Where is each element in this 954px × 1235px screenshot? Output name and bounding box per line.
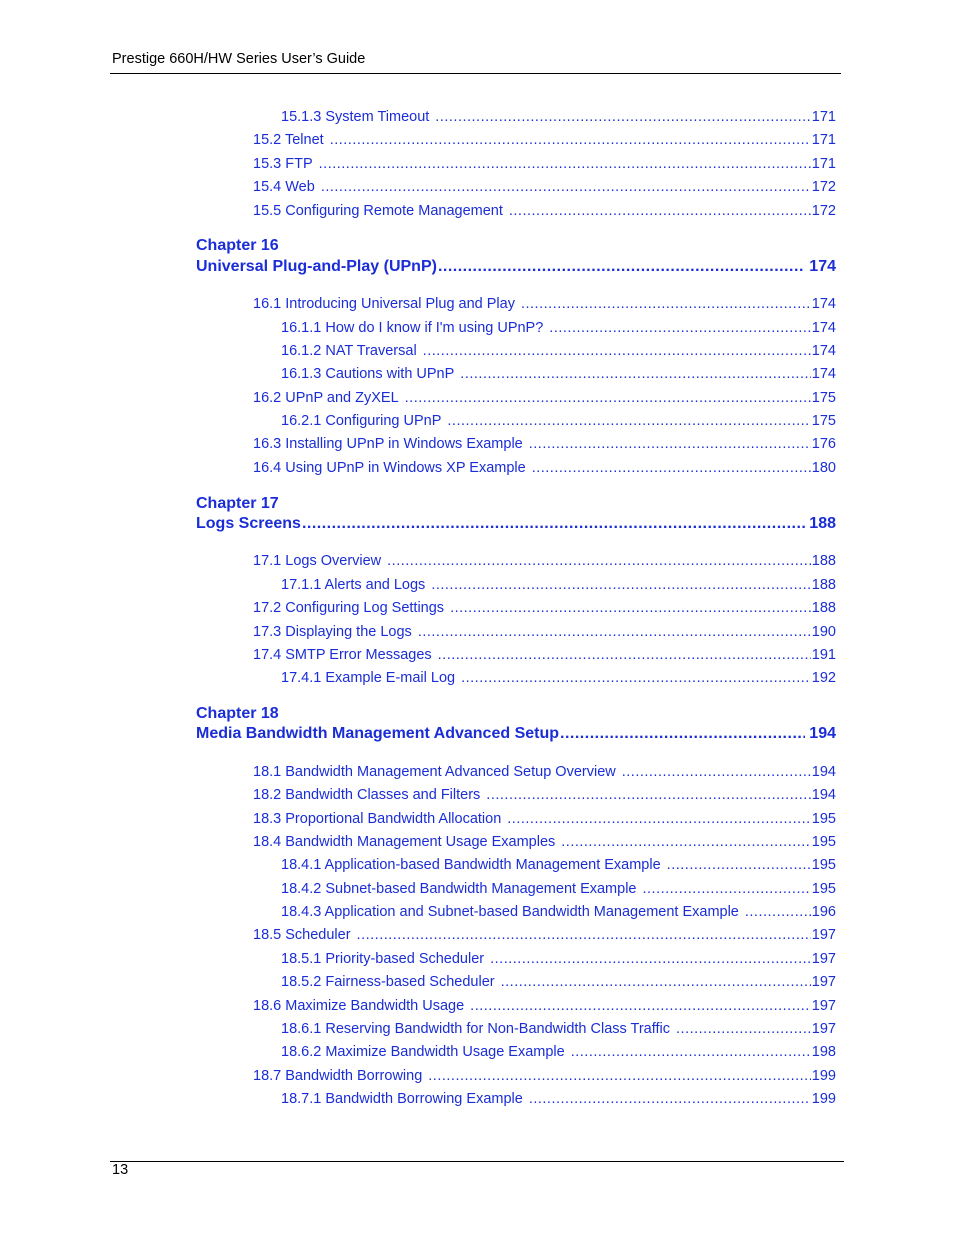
toc-entry-title: 18.2 Bandwidth Classes and Filters: [253, 787, 481, 803]
leader-dots: [571, 1042, 811, 1062]
chapter-label[interactable]: Chapter 18: [196, 705, 279, 722]
toc-entry[interactable]: [253, 762, 836, 782]
chapter-page: 188: [809, 515, 836, 532]
leader-dots: [450, 598, 811, 618]
toc-entry-page: 175: [811, 413, 836, 429]
chapter-page: 174: [809, 258, 836, 275]
toc-entry[interactable]: [253, 551, 836, 571]
toc-entry-page: 176: [811, 436, 836, 452]
toc-entry-page: 197: [811, 951, 836, 967]
toc-entry-title: 17.1 Logs Overview: [253, 553, 382, 569]
toc-entry[interactable]: [281, 575, 836, 595]
toc-entry-page: 197: [811, 927, 836, 943]
toc-entry[interactable]: [253, 201, 836, 221]
toc-entry-title: 16.1 Introducing Universal Plug and Play: [253, 296, 515, 312]
toc-entry-page: 175: [811, 390, 836, 406]
leader-dots: [560, 724, 805, 744]
chapter-page: 194: [809, 725, 836, 742]
toc-entry[interactable]: [253, 598, 836, 618]
leader-dots: [461, 668, 811, 688]
toc-entry[interactable]: [281, 1042, 836, 1062]
toc-entry[interactable]: [281, 1089, 836, 1109]
leader-dots: [667, 855, 811, 875]
leader-dots: [470, 996, 811, 1016]
leader-dots: [490, 949, 811, 969]
toc-entry[interactable]: [281, 902, 836, 922]
toc-entry-title: 16.1.1 How do I know if I'm using UPnP?: [281, 320, 544, 336]
toc-entry-title: 18.4.3 Application and Subnet-based Bandwidth Management Example: [281, 904, 739, 920]
leader-dots: [521, 294, 811, 314]
toc-entry-page: 174: [811, 320, 836, 336]
toc-entry[interactable]: [281, 855, 836, 875]
toc-entry-page: 195: [811, 857, 836, 873]
toc-entry[interactable]: [281, 949, 836, 969]
toc-entry-title: 16.1.3 Cautions with UPnP: [281, 366, 455, 382]
toc-entry-title: 15.2 Telnet: [253, 132, 324, 148]
chapter-title-text: Universal Plug-and-Play (UPnP): [196, 258, 437, 275]
toc-entry-page: 192: [811, 670, 836, 686]
toc-entry[interactable]: [281, 411, 836, 431]
toc-entry-title: 16.4 Using UPnP in Windows XP Example: [253, 460, 526, 476]
toc-entry-title: 18.7 Bandwidth Borrowing: [253, 1068, 423, 1084]
leader-dots: [460, 364, 811, 384]
toc-entry-title: 17.4 SMTP Error Messages: [253, 647, 432, 663]
toc-entry-page: 195: [811, 811, 836, 827]
toc-entry[interactable]: [253, 294, 836, 314]
toc-entry-page: 191: [811, 647, 836, 663]
toc-entry[interactable]: [253, 458, 836, 478]
leader-dots: [622, 762, 811, 782]
leader-dots: [319, 154, 811, 174]
toc-entry-title: 18.3 Proportional Bandwidth Allocation: [253, 811, 502, 827]
toc-entry-title: 18.7.1 Bandwidth Borrowing Example: [281, 1091, 523, 1107]
toc-entry[interactable]: [253, 388, 836, 408]
leader-dots: [642, 879, 810, 899]
toc-entry[interactable]: [281, 879, 836, 899]
leader-dots: [745, 902, 811, 922]
toc-entry-page: 172: [811, 179, 836, 195]
toc-entry-page: 197: [811, 998, 836, 1014]
leader-dots: [486, 785, 811, 805]
toc-entry-title: 17.2 Configuring Log Settings: [253, 600, 445, 616]
toc-entry-title: 15.3 FTP: [253, 156, 313, 172]
toc-entry-page: 180: [811, 460, 836, 476]
toc-entry[interactable]: [281, 107, 836, 127]
toc-entry-page: 194: [811, 787, 836, 803]
toc-entry-title: 18.5 Scheduler: [253, 927, 351, 943]
toc-entry-title: 17.1.1 Alerts and Logs: [281, 577, 426, 593]
leader-dots: [676, 1019, 811, 1039]
toc-entry-page: 197: [811, 1021, 836, 1037]
toc-entry-page: 198: [811, 1044, 836, 1060]
toc-entry-page: 171: [811, 109, 836, 125]
toc-entry-page: 194: [811, 764, 836, 780]
toc-entry[interactable]: [253, 785, 836, 805]
toc-entry-page: 171: [811, 156, 836, 172]
toc-entry-page: 188: [811, 600, 836, 616]
leader-dots: [428, 1066, 811, 1086]
leader-dots: [532, 458, 811, 478]
leader-dots: [435, 107, 811, 127]
leader-dots: [561, 832, 811, 852]
leader-dots: [529, 1089, 811, 1109]
chapter-title[interactable]: [196, 514, 836, 534]
toc-entry[interactable]: [281, 364, 836, 384]
toc-entry-title: 18.1 Bandwidth Management Advanced Setup Overview: [253, 764, 616, 780]
leader-dots: [405, 388, 811, 408]
leader-dots: [438, 645, 811, 665]
toc-entry-title: 18.5.2 Fairness-based Scheduler: [281, 974, 495, 990]
leader-dots: [447, 411, 810, 431]
page-number: 13: [112, 1162, 129, 1178]
toc-entry-page: 174: [811, 296, 836, 312]
toc-entry[interactable]: [253, 832, 836, 852]
toc-entry-page: 188: [811, 577, 836, 593]
toc-entry-page: 190: [811, 624, 836, 640]
leader-dots: [507, 809, 811, 829]
toc-entry[interactable]: [253, 996, 836, 1016]
toc-entry[interactable]: [253, 1066, 836, 1086]
leader-dots: [423, 341, 811, 361]
toc-entry[interactable]: [281, 1019, 836, 1039]
toc-entry[interactable]: [253, 154, 836, 174]
toc-entry-title: 16.1.2 NAT Traversal: [281, 343, 417, 359]
toc-entry[interactable]: [253, 434, 836, 454]
toc-entry-page: 174: [811, 366, 836, 382]
toc-entry-page: 172: [811, 203, 836, 219]
toc-entry-title: 16.2.1 Configuring UPnP: [281, 413, 442, 429]
toc-entry[interactable]: [253, 645, 836, 665]
toc-entry-title: 16.2 UPnP and ZyXEL: [253, 390, 399, 406]
leader-dots: [549, 318, 811, 338]
toc-entry-title: 18.5.1 Priority-based Scheduler: [281, 951, 485, 967]
toc-entry[interactable]: [281, 318, 836, 338]
toc-entry-title: 18.6 Maximize Bandwidth Usage: [253, 998, 465, 1014]
leader-dots: [438, 257, 805, 277]
toc-entry[interactable]: [281, 341, 836, 361]
leader-dots: [387, 551, 811, 571]
document-title: Prestige 660H/HW Series User’s Guide: [112, 51, 366, 67]
chapter-label[interactable]: Chapter 16: [196, 237, 279, 254]
leader-dots: [302, 514, 805, 534]
leader-dots: [357, 925, 811, 945]
toc-entry[interactable]: [253, 622, 836, 642]
toc-entry-title: 15.1.3 System Timeout: [281, 109, 430, 125]
toc-entry-title: 17.3 Displaying the Logs: [253, 624, 412, 640]
toc-entry-page: 174: [811, 343, 836, 359]
toc-entry-title: 16.3 Installing UPnP in Windows Example: [253, 436, 523, 452]
chapter-title[interactable]: [196, 257, 836, 277]
toc-entry-page: 199: [811, 1068, 836, 1084]
toc-entry[interactable]: [253, 130, 836, 150]
leader-dots: [509, 201, 811, 221]
leader-dots: [431, 575, 810, 595]
toc-entry-page: 199: [811, 1091, 836, 1107]
toc-entry-page: 188: [811, 553, 836, 569]
toc-entry-page: 195: [811, 881, 836, 897]
toc-entry-title: 15.5 Configuring Remote Management: [253, 203, 503, 219]
chapter-title[interactable]: [196, 724, 836, 744]
chapter-title-text: Media Bandwidth Management Advanced Setup: [196, 725, 560, 742]
leader-dots: [330, 130, 811, 150]
footer-divider: [110, 1161, 844, 1162]
chapter-title-text: Logs Screens: [196, 515, 301, 532]
leader-dots: [501, 972, 811, 992]
toc-entry[interactable]: [253, 809, 836, 829]
toc-entry[interactable]: [281, 668, 836, 688]
toc-entry-title: 17.4.1 Example E-mail Log: [281, 670, 456, 686]
chapter-label[interactable]: Chapter 17: [196, 495, 279, 512]
toc-entry-title: 18.4.2 Subnet-based Bandwidth Management Example: [281, 881, 637, 897]
toc-entry-title: 18.6.2 Maximize Bandwidth Usage Example: [281, 1044, 565, 1060]
leader-dots: [321, 177, 811, 197]
toc-entry[interactable]: [253, 177, 836, 197]
leader-dots: [529, 434, 811, 454]
toc-entry[interactable]: [253, 925, 836, 945]
leader-dots: [418, 622, 811, 642]
toc-entry-title: 18.6.1 Reserving Bandwidth for Non-Bandwidth Class Traffic: [281, 1021, 671, 1037]
toc-entry-page: 171: [811, 132, 836, 148]
toc-entry-page: 196: [811, 904, 836, 920]
toc-entry-page: 195: [811, 834, 836, 850]
toc-entry[interactable]: [281, 972, 836, 992]
toc-entry-title: 18.4.1 Application-based Bandwidth Management Example: [281, 857, 661, 873]
toc-entry-title: 18.4 Bandwidth Management Usage Examples: [253, 834, 556, 850]
toc-entry-title: 15.4 Web: [253, 179, 315, 195]
toc-entry-page: 197: [811, 974, 836, 990]
